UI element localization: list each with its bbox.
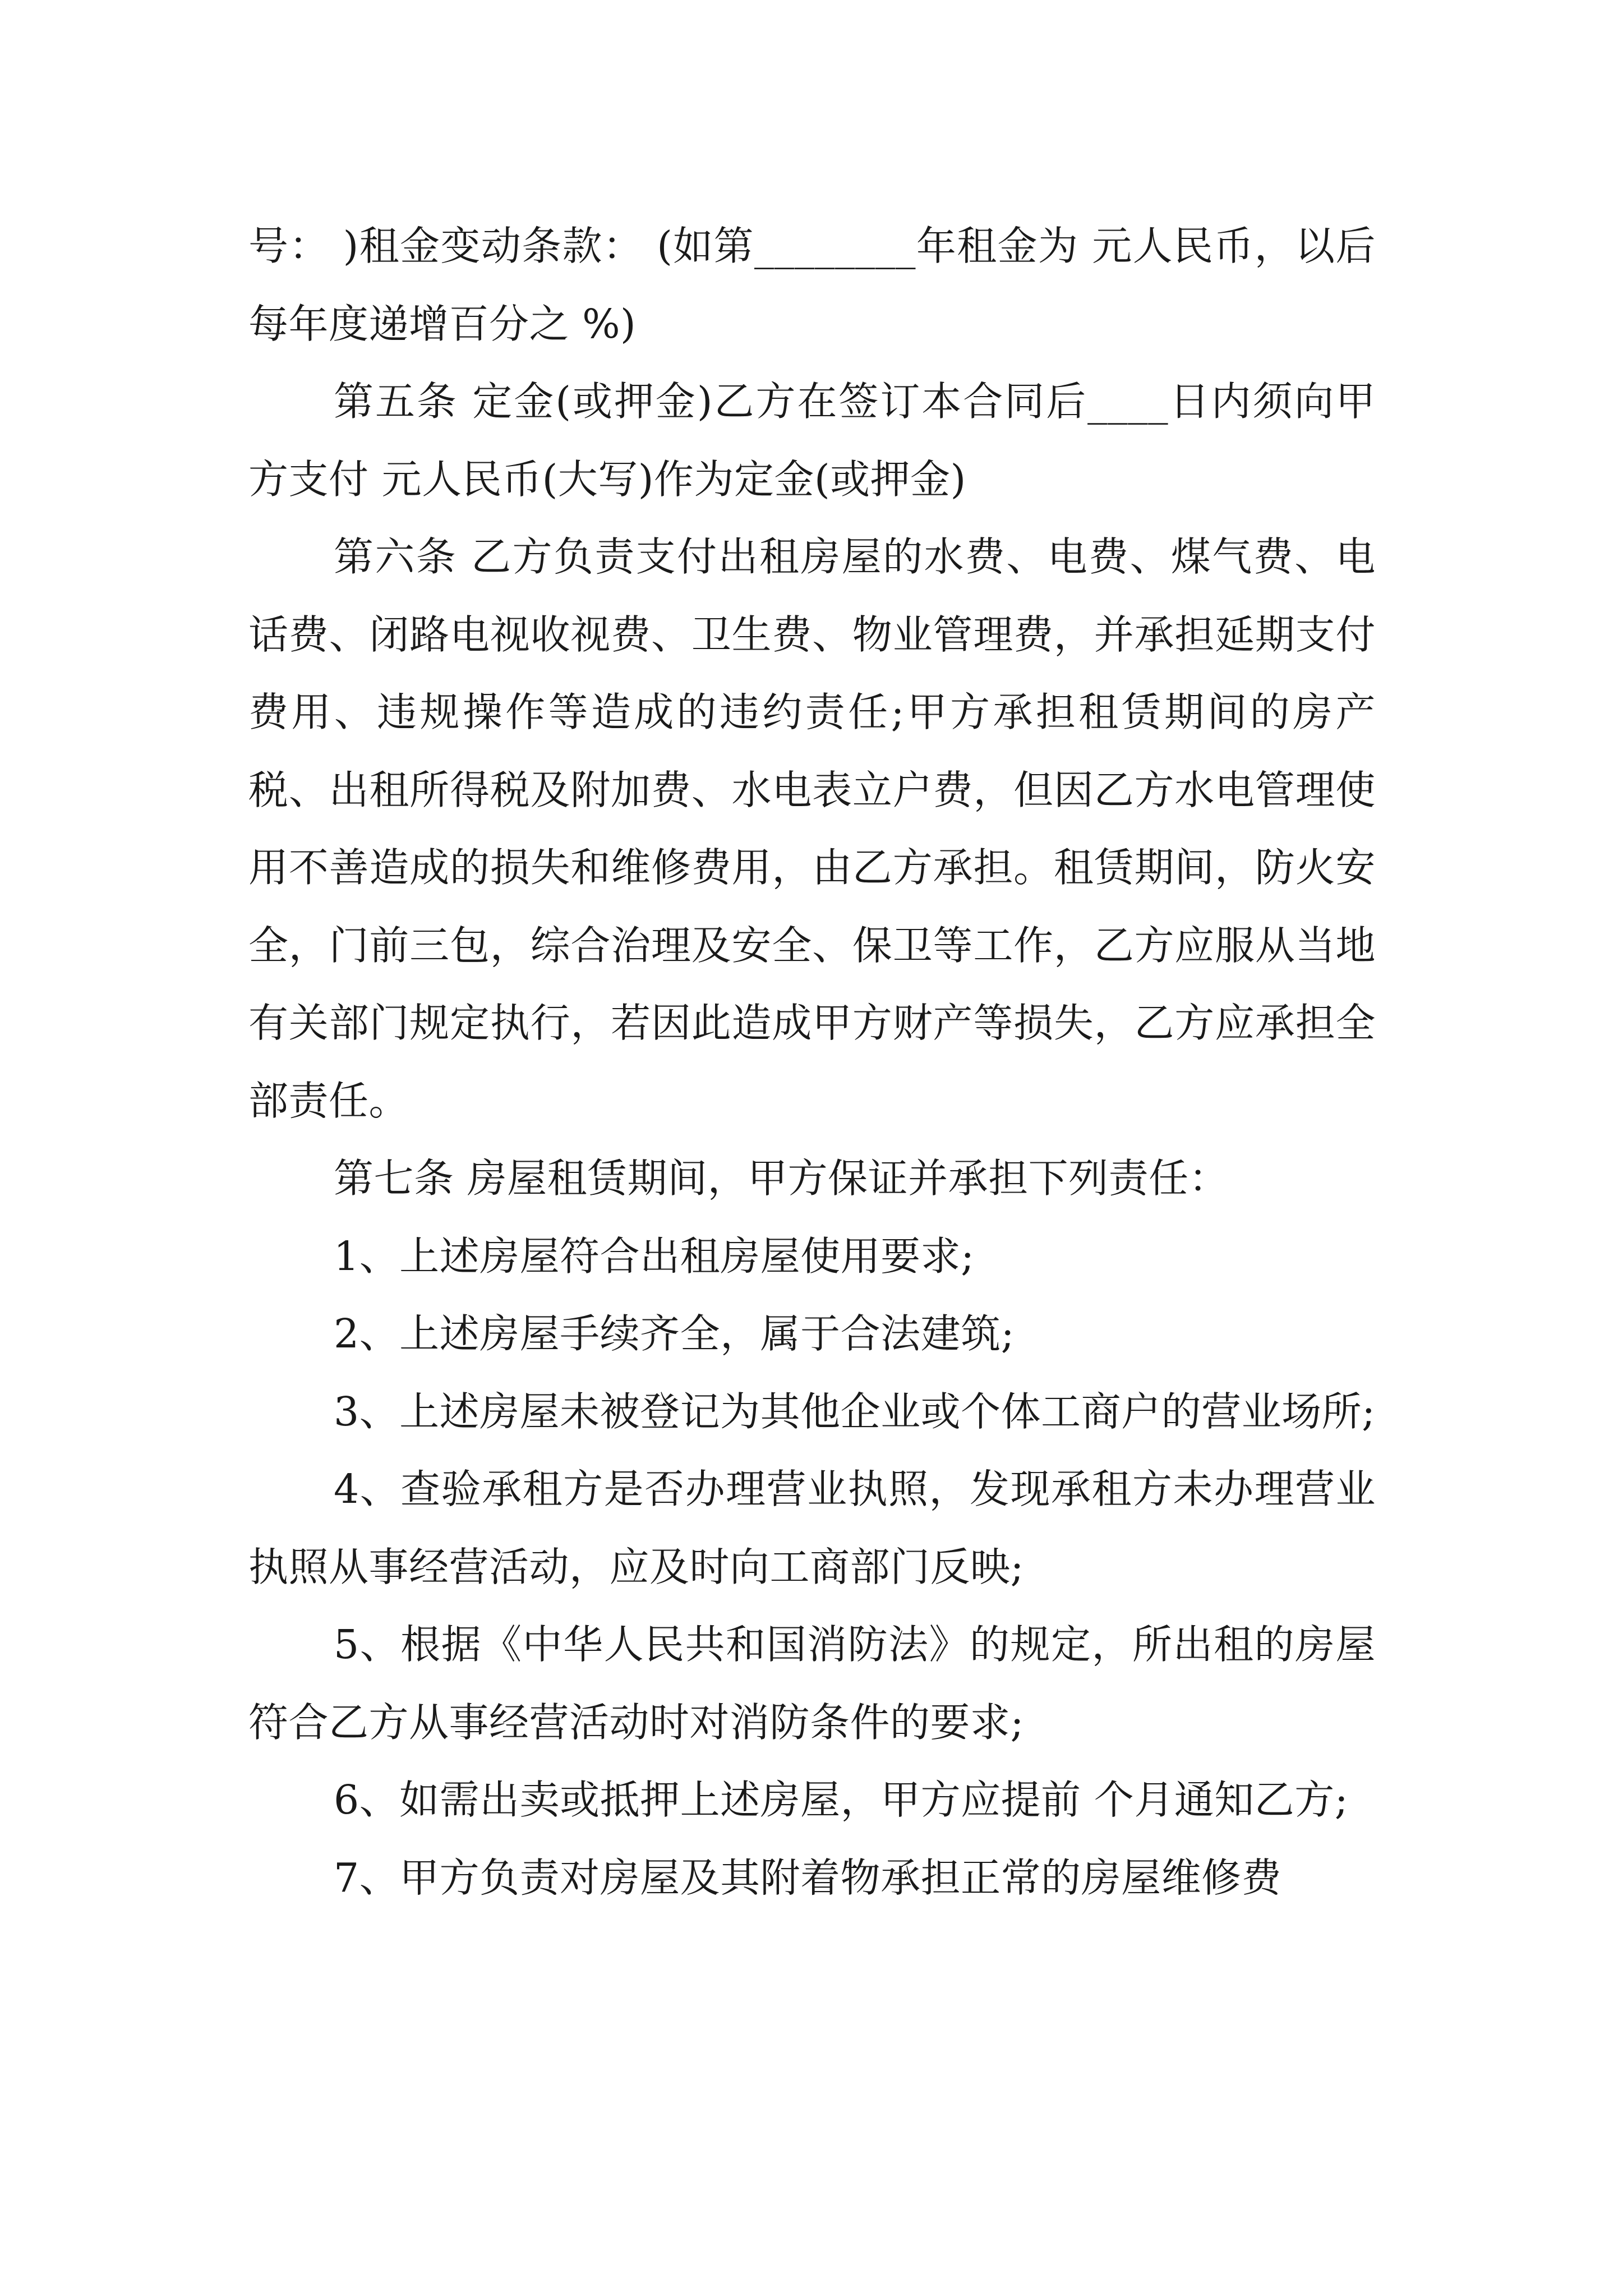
list-item-3: 3、上述房屋未被登记为其他企业或个体工商户的营业场所; [334, 1388, 1376, 1435]
paragraph-article-7-heading: 第七条 房屋租赁期间，甲方保证并承担下列责任： [334, 1155, 1229, 1202]
list-item-2: 2、上述房屋手续齐全，属于合法建筑; [334, 1310, 1015, 1357]
list-item-5: 5、根据《中华人民共和国消防法》的规定，所出租的房屋符合乙方从事经营活动时对消防条件的要求; [248, 1621, 1376, 1746]
list-item-7: 7、甲方负责对房屋及其附着物承担正常的房屋维修费 [334, 1854, 1282, 1901]
list-item-1: 1、上述房屋符合出租房屋使用要求; [334, 1232, 975, 1280]
list-item-6: 6、如需出卖或抵押上述房屋，甲方应提前 个月通知乙方; [334, 1777, 1349, 1823]
paragraph-article-5-deposit: 第五条 定金(或押金)乙方在签订本合同后____日内须向甲方支付 元人民币(大写)作为定金(或押金) [248, 378, 1376, 503]
document-body [248, 208, 1376, 1917]
paragraph-rent-change-clause: 号： )租金变动条款： (如第________年租金为 元人民币，以后每年度递增百分之 %) [248, 223, 1376, 347]
paragraph-article-6-fees: 第六条 乙方负责支付出租房屋的水费、电费、煤气费、电话费、闭路电视收视费、卫生费、物业管理费，并承担延期支付费用、违规操作等造成的违约责任;甲方承担租赁期间的房产税、出租所得税及附加费、水电表立户费，但因乙方水电管理使用不善造成的损失和维修费用，由乙方承担。租赁期间，防火安全，门前三包，综合治理及安全、保卫等工作，乙方应服从当地有关部门规定执行，若因此造成甲方财产等损失，乙方应承担全部责任。 [248, 533, 1376, 1124]
list-item-4: 4、查验承租方是否办理营业执照，发现承租方未办理营业执照从事经营活动，应及时向工商部门反映; [248, 1466, 1376, 1590]
